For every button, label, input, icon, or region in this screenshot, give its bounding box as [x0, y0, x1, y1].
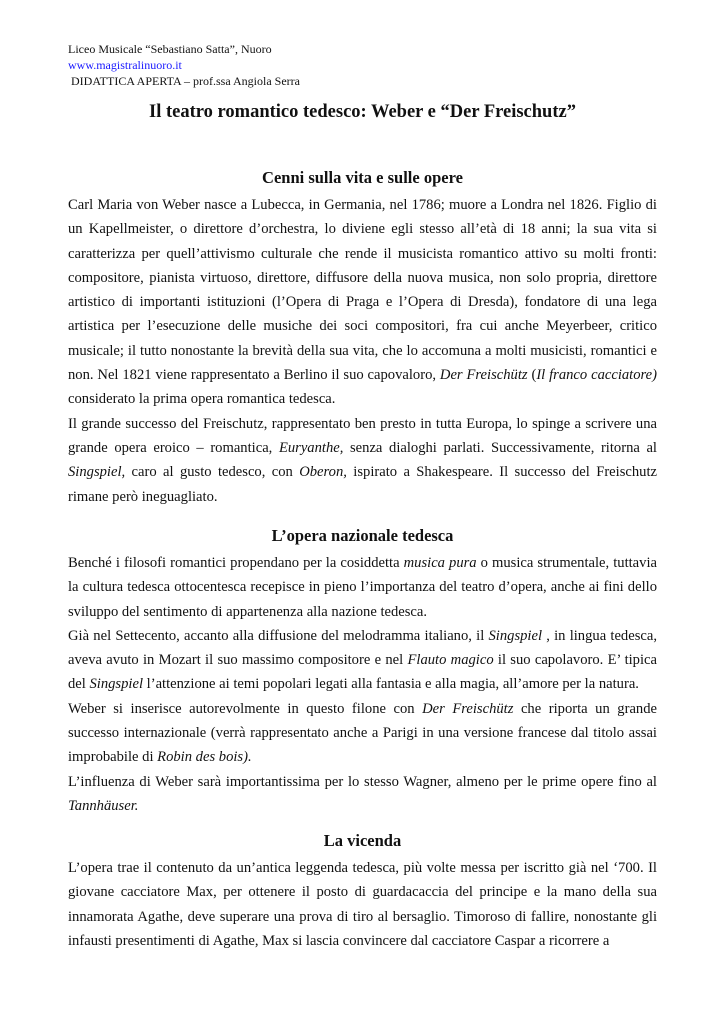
section-body-plot	[68, 856, 657, 953]
paragraph: Benché i filosofi romantici propendano per la cosiddetta musica pura o musica strumentale, tuttavia la cultura tedesca ottocentesca recepisce in pieno l’importanza del teatro d’opera, anche ai fini dello sviluppo del sentimento di appartenenza alla nazione tedesca.	[68, 555, 657, 620]
page-header	[68, 41, 300, 89]
paragraph: Carl Maria von Weber nasce a Lubecca, in Germania, nel 1786; muore a Londra nel 1826. Figlio di un Kapellmeister, o direttore d’orchestra, lo diviene egli stesso all’età di 18 anni; la sua vita si caratterizza per quell’attivismo culturale che rende il musicista romantico attivo su molti fronti: compositore, pianista virtuoso, direttore, diffusore della nuova musica, non solo propria, direttore artistico di importanti istituzioni (l’Opera di Praga e l’Opera di Dresda), fondatore di una lega artistica per l’esecuzione delle musiche dei soci compositori, fra cui anche Meyerbeer, critico musicale; il tutto nonostante la brevità della sua vita, che lo accomuna a molti musicisti, romantici e non. Nel 1821 viene rappresentato a Berlino il suo capovaloro, Der Freischütz (Il franco cacciatore) considerato la prima opera romantica tedesca.	[68, 197, 657, 408]
website-link[interactable]: www.magistralinuoro.it	[68, 58, 182, 72]
paragraph: Già nel Settecento, accanto alla diffusione del melodramma italiano, il Singspiel , in lingua tedesca, aveva avuto in Mozart il suo massimo compositore e nel Flauto magico il suo capolavoro. E’ tipica del Singspiel l’attenzione ai temi popolari legati alla fantasia e alla magia, all’amore per la natura.	[68, 627, 657, 693]
school-name: Liceo Musicale “Sebastiano Satta”, Nuoro	[68, 42, 272, 56]
section-body-national-opera	[68, 551, 657, 818]
paragraph: L’opera trae il contenuto da un’antica leggenda tedesca, più volte messa per iscritto già nel ‘700. Il giovane cacciatore Max, per ottenere il posto di guardacaccia del principe e la mano della sua innamorata Agathe, deve superare una prova di tiro al bersaglio. Timoroso di fallire, nonostante gli infausti presentimenti di Agathe, Max si lascia convincere dal cacciatore Caspar a ricorrere a	[68, 860, 657, 949]
course-info: DIDATTICA APERTA – prof.ssa Angiola Serra	[71, 74, 300, 88]
section-body-life	[68, 193, 657, 509]
paragraph: L’influenza di Weber sarà importantissima per lo stesso Wagner, almeno per le prime opere fino al Tannhäuser.	[68, 773, 657, 814]
paragraph: Il grande successo del Freischutz, rappresentato ben presto in tutta Europa, lo spinge a scrivere una grande opera eroico – romantica, Euryanthe, senza dialoghi parlati. Successivamente, ritorna al Singspiel, caro al gusto tedesco, con Oberon, ispirato a Shakespeare. Il successo del Freischutz rimane però ineguagliato.	[68, 415, 657, 505]
section-heading-plot: La vicenda	[323, 831, 402, 850]
document-title: Il teatro romantico tedesco: Weber e “Der Freischutz”	[149, 102, 576, 122]
section-heading-national-opera: L’opera nazionale tedesca	[271, 526, 454, 545]
paragraph: Weber si inserisce autorevolmente in questo filone con Der Freischütz che riporta un grande successo internazionale (verrà rappresentato anche a Parigi in una versione francese dal titolo assai improbabile di Robin des bois).	[68, 700, 658, 766]
section-heading-life: Cenni sulla vita e sulle opere	[262, 168, 463, 187]
